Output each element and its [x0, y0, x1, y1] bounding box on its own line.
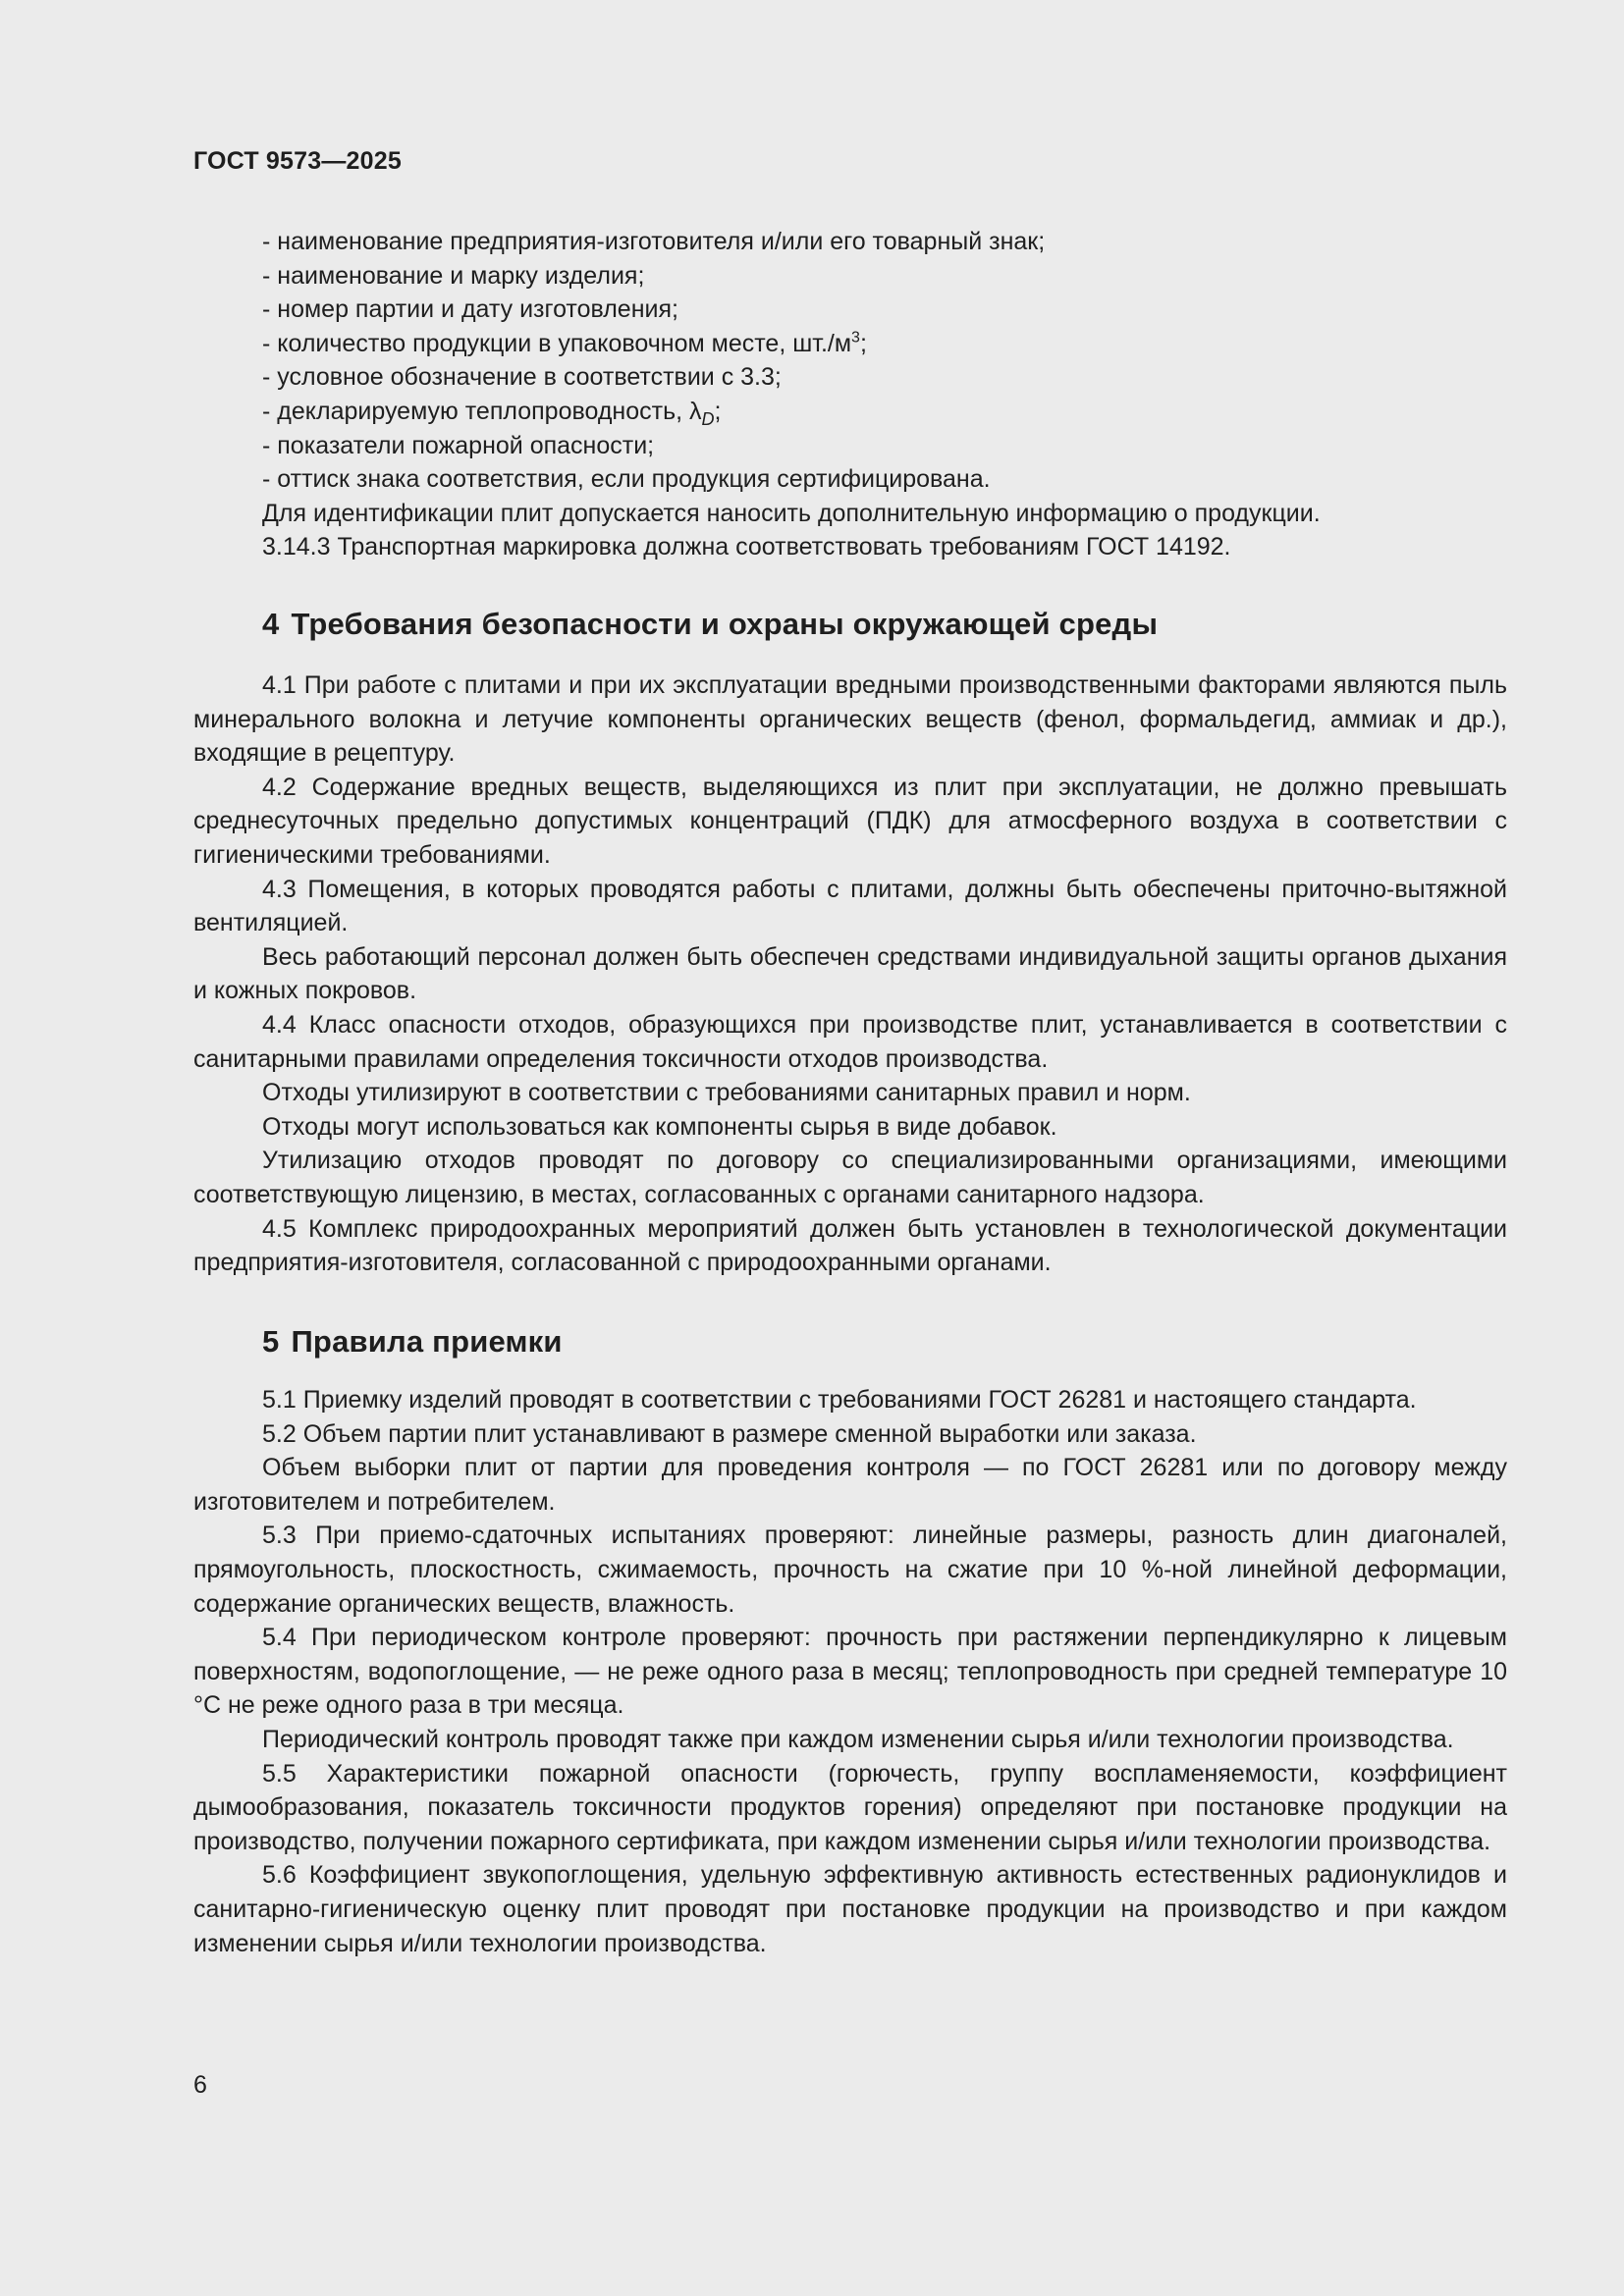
- paragraph: Объем выборки плит от партии для проведения контроля — по ГОСТ 26281 или по договору между изготовителем и потребителем.: [193, 1454, 1507, 1516]
- list-item: - наименование предприятия-изготовителя и/или его товарный знак;: [262, 228, 1046, 255]
- paragraph: 5.4 При периодическом контроле проверяют: прочность при растяжении перпендикулярно к лицевым поверхностям, водопоглощение, — не реже одного раза в месяц; теплопроводность при средней температуре 10 °С не реже одного раза в три месяца.: [193, 1624, 1507, 1720]
- lambda-subscript: D: [701, 408, 715, 429]
- paragraph: 5.5 Характеристики пожарной опасности (горючесть, группу воспламеняемости, коэффициент дымообразования, показатель токсичности продуктов горения) определяют при постановке продукции на производство, получении пожарного сертификата, при каждом изменении сырья и/или технологии производства.: [193, 1759, 1507, 1855]
- paragraph: Отходы утилизируют в соответствии с требованиями санитарных правил и норм.: [262, 1079, 1191, 1107]
- section-4-heading: [262, 607, 1158, 642]
- paragraph: Весь работающий персонал должен быть обеспечен средствами индивидуальной защиты органов дыхания и кожных покровов.: [193, 942, 1507, 1005]
- section-number: 4: [262, 607, 280, 641]
- section-4-body: [193, 668, 1507, 1280]
- paragraph: 5.1 Приемку изделий проводят в соответствии с требованиями ГОСТ 26281 и настоящего стандарта.: [262, 1386, 1417, 1414]
- paragraph: 4.1 При работе с плитами и при их эксплуатации вредными производственными факторами являются пыль минерального волокна и летучие компоненты органических веществ (фенол, формальдегид, аммиак и др.), входящие в рецептуру.: [193, 671, 1507, 768]
- list-item: - номер партии и дату изготовления;: [262, 295, 678, 324]
- paragraph: 5.6 Коэффициент звукопоглощения, удельную эффективную активность естественных радионуклидов и санитарно-гигиеническую оценку плит проводят при постановке продукции на производство и при каждом изменении сырья и/или технологии производства.: [193, 1861, 1507, 1957]
- extra-info-paragraph: Для идентификации плит допускается наносить дополнительную информацию о продукции.: [262, 499, 1321, 527]
- section-5-heading: [262, 1324, 563, 1360]
- paragraph: Периодический контроль проводят также при каждом изменении сырья и/или технологии производства.: [262, 1725, 1454, 1753]
- paragraph: 4.2 Содержание вредных веществ, выделяющихся из плит при эксплуатации, не должно превышать среднесуточных предельно допустимых концентраций (ПДК) для атмосферного воздуха в соответствии с гигиеническими требованиями.: [193, 773, 1507, 869]
- list-item: - оттиск знака соответствия, если продукция сертифицирована.: [262, 465, 991, 494]
- section-title: Правила приемки: [291, 1324, 563, 1359]
- list-item: - наименование и марку изделия;: [262, 261, 645, 290]
- paragraph: 4.4 Класс опасности отходов, образующихся при производстве плит, устанавливается в соответствии с санитарными правилами определения токсичности отходов производства.: [193, 1010, 1507, 1073]
- paragraph: Отходы могут использоваться как компоненты сырья в виде добавок.: [262, 1112, 1057, 1141]
- paragraph: 4.3 Помещения, в которых проводятся работы с плитами, должны быть обеспечены приточно-вытяжной вентиляцией.: [193, 875, 1507, 937]
- paragraph: 4.5 Комплекс природоохранных мероприятий должен быть установлен в технологической документации предприятия-изготовителя, согласованной с природоохранными органами.: [193, 1214, 1507, 1277]
- paragraph: Утилизацию отходов проводят по договору со специализированными организациями, имеющими соответствующую лицензию, в местах, согласованных с органами санитарного надзора.: [193, 1147, 1507, 1208]
- section-title: Требования безопасности и охраны окружающей среды: [291, 607, 1159, 641]
- section-number: 5: [262, 1324, 280, 1359]
- quantity-text: - количество продукции в упаковочном месте, шт./м: [262, 329, 852, 357]
- list-item-conductivity: [193, 395, 1507, 429]
- section-5-body: [193, 1383, 1507, 1960]
- document-header: ГОСТ 9573—2025: [193, 147, 402, 175]
- list-item: - показатели пожарной опасности;: [262, 431, 655, 459]
- conductivity-text: - декларируемую теплопроводность, λ: [262, 397, 702, 425]
- conductivity-suffix: ;: [714, 397, 722, 425]
- quantity-suffix: ;: [859, 329, 867, 357]
- marking-list: [193, 225, 1507, 564]
- paragraph: 5.3 При приемо-сдаточных испытаниях проверяют: линейные размеры, разность длин диагоналей, прямоугольность, плоскостность, сжимаемость, прочность на сжатие при 10 %-ной линейной деформации, содержание органических веществ, влажность.: [193, 1522, 1507, 1618]
- list-item-quantity: [193, 327, 1507, 361]
- unit-exponent: 3: [851, 329, 860, 347]
- paragraph: 5.2 Объем партии плит устанавливают в размере сменной выработки или заказа.: [262, 1419, 1197, 1448]
- page-number: 6: [193, 2071, 207, 2099]
- list-item: - условное обозначение в соответствии с 3.3;: [262, 363, 782, 392]
- clause-3-14-3: 3.14.3 Транспортная маркировка должна соответствовать требованиям ГОСТ 14192.: [262, 533, 1231, 561]
